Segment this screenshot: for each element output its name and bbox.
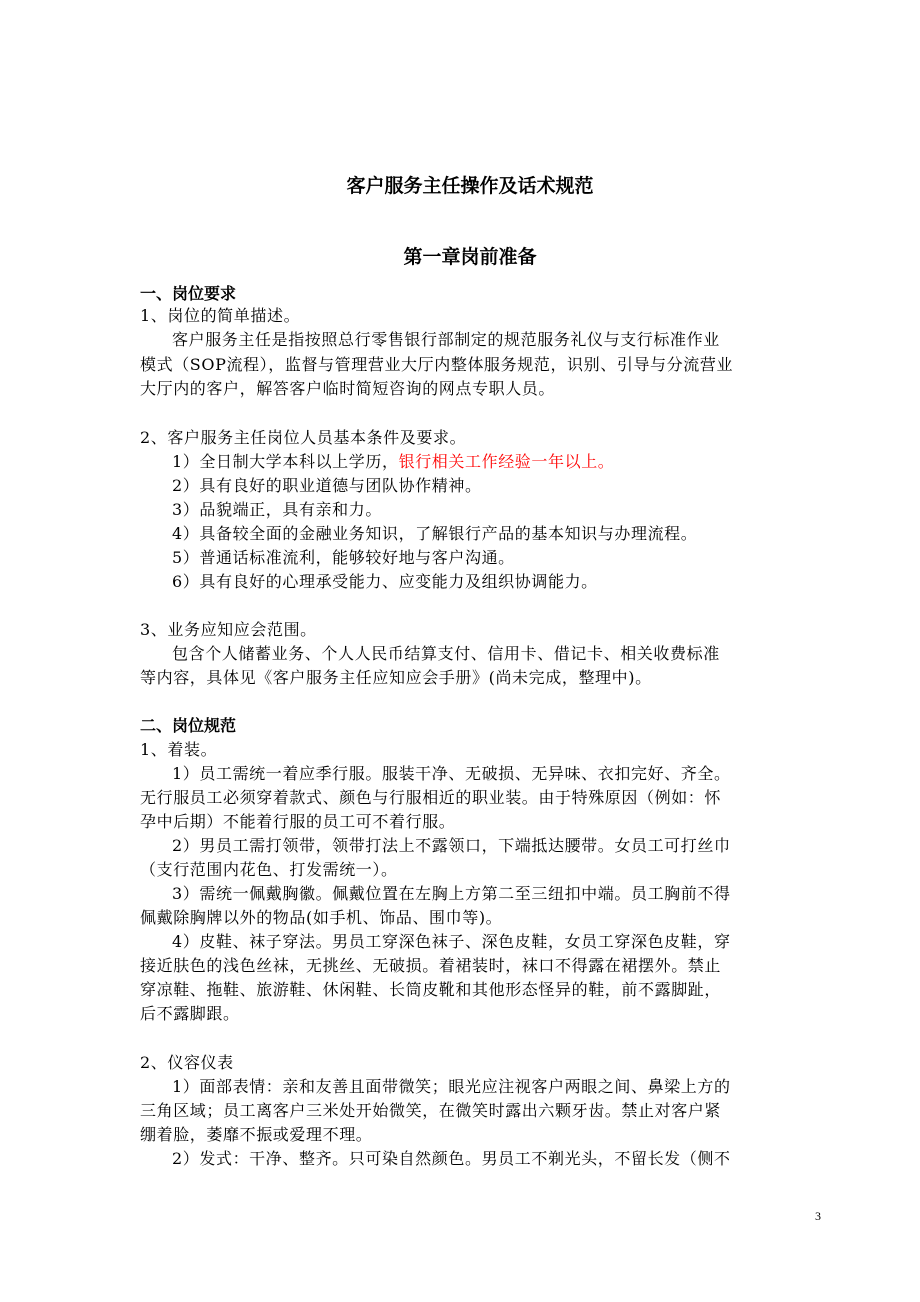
requirement-item: 3）品貌端正，具有亲和力。 <box>172 500 382 519</box>
paragraph-line: （支行范围内花色、打发需统一）。 <box>140 860 398 879</box>
subsection-title: 1、岗位的简单描述。 <box>140 306 301 325</box>
chapter-title: 第一章岗前准备 <box>403 246 537 268</box>
requirement-item: 4）具备较全面的金融业务知识，了解银行产品的基本知识与办理流程。 <box>172 524 698 543</box>
paragraph-line: 客户服务主任是指按照总行零售银行部制定的规范服务礼仪与支行标准作业 <box>172 330 720 349</box>
paragraph-line: 后不露脚跟。 <box>140 1004 240 1023</box>
paragraph-line: 三角区域；员工离客户三米处开始微笑，在微笑时露出六颗牙齿。禁止对客户紧 <box>140 1101 722 1120</box>
subsection-title: 1、着装。 <box>140 740 218 759</box>
document-title: 客户服务主任操作及话术规范 <box>346 175 594 197</box>
requirement-item: 5）普通话标准流利，能够较好地与客户沟通。 <box>172 548 515 567</box>
paragraph-line: 1）面部表情：亲和友善且面带微笑；眼光应注视客户两眼之间、鼻梁上方的 <box>172 1077 731 1096</box>
paragraph-line: 2）发式：干净、整齐。只可染自然颜色。男员工不剃光头，不留长发（侧不 <box>172 1149 731 1168</box>
highlighted-requirement: 银行相关工作经验一年以上。 <box>398 452 615 471</box>
section-heading-2: 二、岗位规范 <box>140 716 237 735</box>
paragraph-line: 大厅内的客户，解答客户临时简短咨询的网点专职人员。 <box>140 379 556 398</box>
paragraph-line: 1）员工需统一着应季行服。服装干净、无破损、无异味、衣扣完好、齐全。 <box>172 764 731 783</box>
requirement-item: 6）具有良好的心理承受能力、应变能力及组织协调能力。 <box>172 572 598 591</box>
paragraph-line: 等内容，具体见《客户服务主任应知应会手册》(尚未完成，整理中)。 <box>140 668 652 687</box>
requirement-item: 2）具有良好的职业道德与团队协作精神。 <box>172 476 482 495</box>
subsection-title: 3、业务应知应会范围。 <box>140 620 317 639</box>
requirement-text: 1）全日制大学本科以上学历， <box>172 452 399 471</box>
paragraph-line: 绷着脸，萎靡不振或爱理不理。 <box>140 1125 373 1144</box>
subsection-title: 2、客户服务主任岗位人员基本条件及要求。 <box>140 428 467 447</box>
requirement-item <box>172 451 614 473</box>
paragraph-line: 2）男员工需打领带，领带打法上不露领口，下端抵达腰带。女员工可打丝巾 <box>172 836 731 855</box>
section-heading-1: 一、岗位要求 <box>140 284 237 303</box>
paragraph-line: 孕中后期）不能着行服的员工可不着行服。 <box>140 812 456 831</box>
subsection-title: 2、仪容仪表 <box>140 1053 234 1072</box>
paragraph-line: 4）皮鞋、袜子穿法。男员工穿深色袜子、深色皮鞋，女员工穿深色皮鞋，穿 <box>172 932 731 951</box>
paragraph-line: 穿凉鞋、拖鞋、旅游鞋、休闲鞋、长筒皮靴和其他形态怪异的鞋，前不露脚趾， <box>140 980 722 999</box>
paragraph-line: 3）需统一佩戴胸徽。佩戴位置在左胸上方第二至三纽扣中端。员工胸前不得 <box>172 884 731 903</box>
page-number: 3 <box>815 1209 821 1223</box>
paragraph-line: 包含个人储蓄业务、个人人民币结算支付、信用卡、借记卡、相关收费标准 <box>172 644 720 663</box>
paragraph-line: 佩戴除胸牌以外的物品(如手机、饰品、围巾等)。 <box>140 908 503 927</box>
paragraph-line: 接近肤色的浅色丝袜，无挑丝、无破损。着裙装时，袜口不得露在裙摆外。禁止 <box>140 956 722 975</box>
document-page <box>140 0 800 1302</box>
paragraph-line: 无行服员工必须穿着款式、颜色与行服相近的职业装。由于特殊原因（例如：怀 <box>140 788 722 807</box>
paragraph-line: 模式（SOP流程），监督与管理营业大厅内整体服务规范，识别、引导与分流营业 <box>140 355 734 374</box>
